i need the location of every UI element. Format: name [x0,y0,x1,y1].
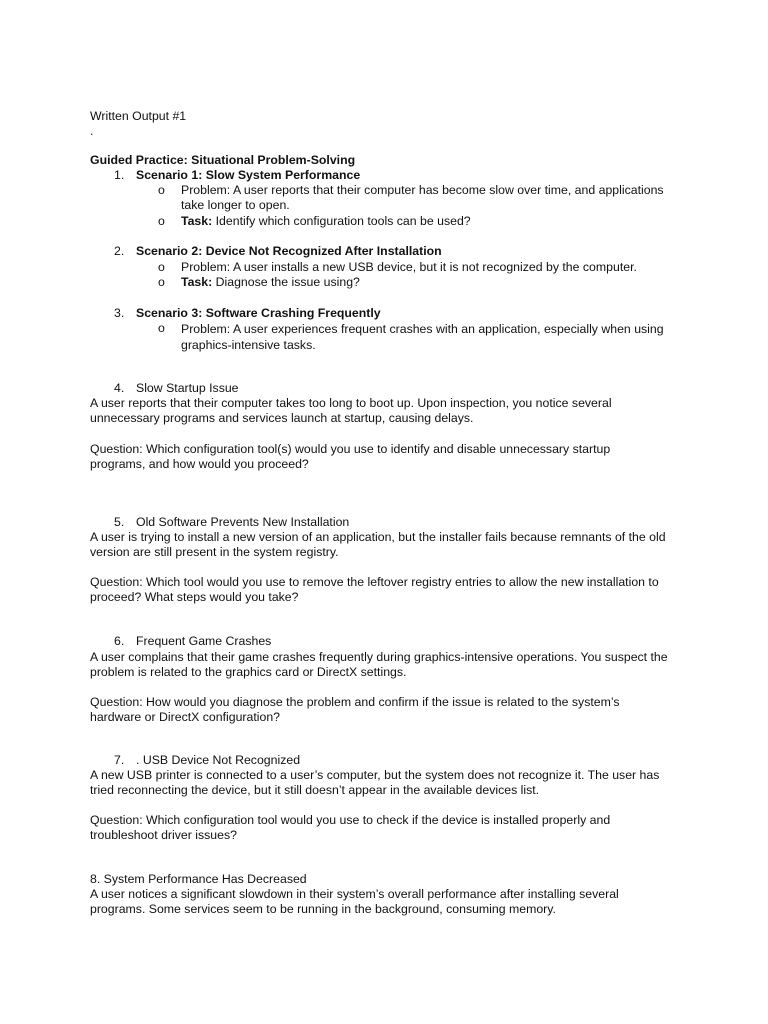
scenario-2-task [181,275,360,290]
guided-practice-title: Guided Practice: Situational Problem-Solving [90,153,356,167]
scenario-2-problem: Problem: A user installs a new USB device, but it is not recognized by the computer. [181,260,637,274]
document-heading: Written Output #1 [90,109,187,123]
item-5-number: 5. [114,515,125,529]
scenario-2-number: 2. [114,244,125,258]
item-7-number: 7. [114,753,125,767]
scenario-1-number: 1. [114,168,125,182]
task-text: Identify which configuration tools can be used? [212,214,471,228]
scenario-3-number: 3. [114,306,125,320]
scenario-3-bullet-mark: o [158,321,165,335]
scenario-1-bullet-mark: o [158,214,165,228]
item-4-title: Slow Startup Issue [136,381,239,395]
item-5-title: Old Software Prevents New Installation [136,515,350,529]
scenario-2-bullet-mark: o [158,275,165,289]
scenario-1-title: Scenario 1: Slow System Performance [136,168,361,182]
scenario-1-problem: Problem: A user reports that their computer has become slow over time, and applications take longer to open. [181,183,664,212]
task-text: Diagnose the issue using? [212,275,360,289]
item-5-question: Question: Which tool would you use to remove the leftover registry entries to allow the new installation to proceed? What steps would you take? [90,575,659,604]
item-7-title: . USB Device Not Recognized [136,753,301,767]
item-8-body: A user notices a significant slowdown in their system’s overall performance after installing several programs. Some services seem to be running in the background, consuming memory. [90,887,619,916]
item-5-body: A user is trying to install a new version of an application, but the installer fails because remnants of the old version are still present in the system registry. [90,530,666,559]
scenario-2-title: Scenario 2: Device Not Recognized After Installation [136,244,442,258]
task-label: Task: [181,275,213,289]
scenario-3-problem: Problem: A user experiences frequent crashes with an application, especially when using graphics-intensive tasks. [181,322,664,352]
task-label: Task: [181,214,213,228]
scenario-3-title: Scenario 3: Software Crashing Frequently [136,306,381,320]
item-4-body: A user reports that their computer takes too long to boot up. Upon inspection, you notice several unnecessary programs and services launch at startup, causing delays. [90,396,612,425]
item-7-body: A new USB printer is connected to a user’s computer, but the system does not recognize it. The user has tried reconnecting the device, but it still doesn’t appear in the available devices list. [90,768,660,797]
item-4-number: 4. [114,381,125,395]
scenario-2-bullet-mark: o [158,260,165,274]
item-6-body: A user complains that their game crashes frequently during graphics-intensive operations. You suspect the problem is related to the graphics card or DirectX settings. [90,650,668,679]
item-6-question: Question: How would you diagnose the problem and confirm if the issue is related to the system’s hardware or DirectX configuration? [90,695,620,724]
stray-dot: . [90,124,94,138]
item-4-question: Question: Which configuration tool(s) would you use to identify and disable unnecessary startup programs, and how would you proceed? [90,442,611,471]
item-6-number: 6. [114,634,125,648]
item-6-title: Frequent Game Crashes [136,634,272,648]
scenario-1-bullet-mark: o [158,183,165,197]
item-7-question: Question: Which configuration tool would you use to check if the device is installed properly and troubleshoot driver issues? [90,813,611,842]
scenario-1-task [181,214,471,229]
item-8-title: 8. System Performance Has Decreased [90,872,307,886]
